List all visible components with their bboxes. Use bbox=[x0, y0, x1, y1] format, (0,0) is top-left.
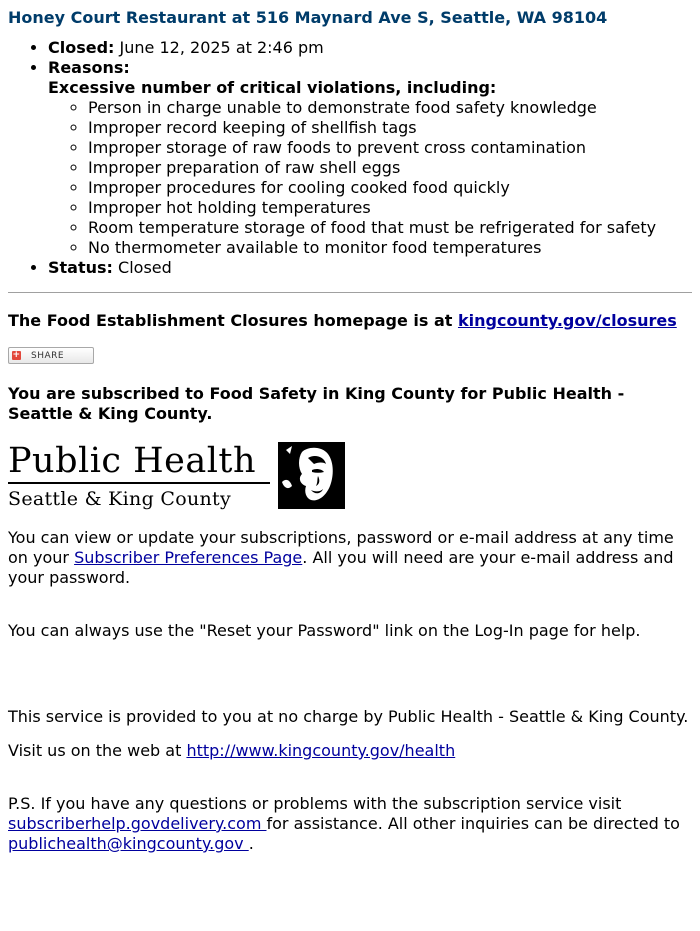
visit-text: Visit us on the web at bbox=[8, 741, 187, 760]
ps-text: P.S. If you have any questions or problems with the subscription service visit bbox=[8, 794, 622, 813]
divider bbox=[8, 292, 692, 293]
closures-link[interactable]: kingcounty.gov/closures bbox=[457, 311, 677, 330]
closed-value: June 12, 2025 at 2:46 pm bbox=[119, 38, 324, 57]
reasons-list bbox=[48, 98, 692, 258]
homepage-line bbox=[8, 311, 692, 331]
closed-label: Closed: bbox=[48, 38, 115, 57]
email-content bbox=[0, 8, 700, 854]
ps-text-middle: for assistance. All other inquiries can be directed to bbox=[266, 814, 680, 833]
ps-text-end: . bbox=[248, 834, 254, 853]
closure-details bbox=[8, 38, 692, 278]
status-label: Status: bbox=[48, 258, 113, 277]
share-button[interactable] bbox=[8, 347, 94, 364]
public-health-logo bbox=[8, 442, 692, 514]
logo-rule bbox=[8, 482, 270, 484]
closed-item bbox=[48, 38, 692, 58]
subscriber-help-link[interactable]: subscriberhelp.govdelivery.com bbox=[8, 814, 267, 833]
reason-item: ◦ Improper hot holding temperatures bbox=[88, 198, 692, 218]
service-paragraph: This service is provided to you at no charge by Public Health - Seattle & King County. bbox=[8, 707, 689, 726]
logo-subtitle: Seattle & King County bbox=[8, 488, 231, 510]
preferences-paragraph bbox=[8, 528, 692, 588]
reset-password-paragraph: You can always use the "Reset your Password" link on the Log-In page for help. bbox=[8, 621, 641, 640]
subscription-notice: You are subscribed to Food Safety in King County for Public Health - Seattle & King County. bbox=[8, 384, 625, 423]
plus-icon: + bbox=[12, 350, 21, 360]
reason-item: ◦ No thermometer available to monitor food temperatures bbox=[88, 238, 692, 258]
homepage-text: The Food Establishment Closures homepage is at bbox=[8, 311, 458, 330]
status-item bbox=[48, 258, 692, 278]
reason-item: ◦ Room temperature storage of food that must be refrigerated for safety bbox=[88, 218, 692, 238]
logo-title: Public Health bbox=[8, 441, 257, 481]
publichealth-email-link[interactable]: publichealth@kingcounty.gov bbox=[8, 834, 249, 853]
visit-paragraph bbox=[8, 741, 692, 761]
ps-paragraph bbox=[8, 794, 692, 854]
reason-item: ◦ Improper storage of raw foods to prevent cross contamination bbox=[88, 138, 692, 158]
subscriber-preferences-link[interactable]: Subscriber Preferences Page bbox=[74, 548, 303, 567]
reasons-intro: Excessive number of critical violations, including: bbox=[48, 78, 497, 97]
reason-item: ◦ Improper record keeping of shellfish tags bbox=[88, 118, 692, 138]
reason-item: ◦ Improper procedures for cooling cooked food quickly bbox=[88, 178, 692, 198]
reason-item: ◦ Person in charge unable to demonstrate food safety knowledge bbox=[88, 98, 692, 118]
page-title: Honey Court Restaurant at 516 Maynard Ave S, Seattle, WA 98104 bbox=[8, 8, 608, 27]
health-website-link[interactable]: http://www.kingcounty.gov/health bbox=[186, 741, 456, 760]
logo-wordmark bbox=[8, 442, 274, 511]
reasons-item bbox=[48, 58, 692, 258]
status-value: Closed bbox=[118, 258, 172, 277]
mlk-portrait-icon bbox=[278, 442, 345, 509]
reason-item: ◦ Improper preparation of raw shell eggs bbox=[88, 158, 692, 178]
preferences-text-end: . All you will need are your e-mail address and your password. bbox=[8, 548, 674, 587]
share-label: SHARE bbox=[31, 350, 65, 361]
preferences-text: You can view or update your subscriptions, password or e-mail address at any time on your bbox=[8, 528, 674, 567]
reasons-label: Reasons: bbox=[48, 58, 130, 77]
